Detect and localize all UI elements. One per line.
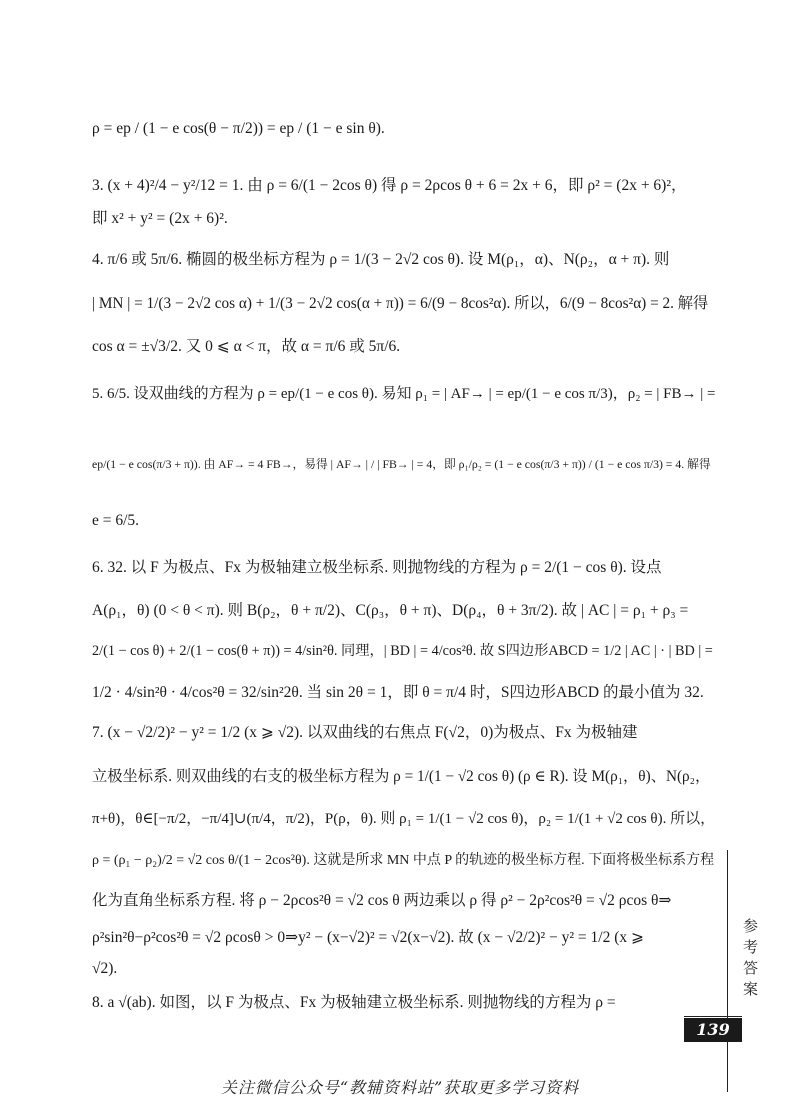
text-line: ep/(1 − e cos(π/3 + π)). 由 AF→ = 4 FB→，易得 | AF→ | / | FB→ | = 4，即 ρ₁/ρ₂ = (1 − e cos(π/3 + π)) / (1 − e cos π/3) = 4. 解得 [92, 458, 711, 471]
text-line: e = 6/5. [92, 512, 140, 529]
text-line: 3. (x + 4)²/4 − y²/12 = 1. 由 ρ = 6/(1 − 2cos θ) 得 ρ = 2ρcos θ + 6 = 2x + 6，即 ρ² = (2x + 6)²， [92, 177, 687, 194]
text-line: A(ρ₁，θ) (0 < θ < π). 则 B(ρ₂，θ + π/2)、C(ρ₃，θ + π)、D(ρ₄，θ + 3π/2). 故 | AC | = ρ₁ + ρ₃ = [92, 602, 689, 619]
text-line: 立极坐标系. 则双曲线的右支的极坐标方程为 ρ = 1/(1 − √2 cos θ) (ρ ∈ R). 设 M(ρ₁，θ)、N(ρ₂， [92, 768, 711, 785]
footer-note: 关注微信公众号“教辅资料站”获取更多学习资料 [220, 1078, 580, 1097]
text-line: 6. 32. 以 F 为极点、Fx 为极轴建立极坐标系. 则抛物线的方程为 ρ = 2/(1 − cos θ). 设点 [92, 559, 662, 576]
page-number-rule [684, 1016, 742, 1017]
text-line: ρ = ep / (1 − e cos(θ − π/2)) = ep / (1 − e sin θ). [92, 120, 385, 137]
text-line: cos α = ±√3/2. 又 0 ⩽ α < π，故 α = π/6 或 5π/6. [92, 338, 401, 355]
section-tab-label: 参考答案 [741, 918, 759, 1002]
text-line: 7. (x − √2/2)² − y² = 1/2 (x ⩾ √2). 以双曲线的右焦点 F(√2，0)为极点、Fx 为极轴建 [92, 724, 638, 741]
text-line: 即 x² + y² = (2x + 6)². [92, 210, 228, 227]
page-number: 139 [684, 1018, 742, 1042]
text-line: 5. 6/5. 设双曲线的方程为 ρ = ep/(1 − e cos θ). 易知 ρ₁ = | AF→ | = ep/(1 − e cos π/3)，ρ₂ = | FB→ | = [92, 386, 716, 402]
text-line: 1/2 · 4/sin²θ · 4/cos²θ = 32/sin²2θ. 当 sin 2θ = 1，即 θ = π/4 时，S四边形ABCD 的最小值为 32. [92, 684, 704, 701]
side-divider [727, 850, 728, 1092]
text-line: √2). [92, 960, 118, 977]
text-line: ρ = (ρ₁ − ρ₂)/2 = √2 cos θ/(1 − 2cos²θ). 这就是所求 MN 中点 P 的轨迹的极坐标方程. 下面将极坐标系方程 [92, 853, 715, 868]
text-line: π+θ)，θ∈[−π/2，−π/4]∪(π/4，π/2)，P(ρ，θ). 则 ρ₁ = 1/(1 − √2 cos θ)，ρ₂ = 1/(1 + √2 cos θ). 所以， [92, 811, 716, 827]
text-line: 化为直角坐标系方程. 将 ρ − 2ρcos²θ = √2 cos θ 两边乘以 ρ 得 ρ² − 2ρ²cos²θ = √2 ρcos θ⇒ [92, 892, 672, 909]
text-line: ρ²sin²θ−ρ²cos²θ = √2 ρcosθ > 0⇒y² − (x−√2)² = √2(x−√2). 故 (x − √2/2)² − y² = 1/2 (x ⩾ [92, 929, 644, 946]
text-line: 2/(1 − cos θ) + 2/(1 − cos(θ + π)) = 4/sin²θ. 同理，| BD | = 4/cos²θ. 故 S四边形ABCD = 1/2 | AC | · | BD | = [92, 643, 713, 659]
text-line: 4. π/6 或 5π/6. 椭圆的极坐标方程为 ρ = 1/(3 − 2√2 cos θ). 设 M(ρ₁，α)、N(ρ₂，α + π). 则 [92, 251, 670, 268]
text-line: 8. a √(ab). 如图，以 F 为极点、Fx 为极轴建立极坐标系. 则抛物线的方程为 ρ = [92, 994, 616, 1011]
text-line: | MN | = 1/(3 − 2√2 cos α) + 1/(3 − 2√2 cos(α + π)) = 6/(9 − 8cos²α). 所以，6/(9 − 8cos²α) = 2. 解得 [92, 295, 709, 312]
